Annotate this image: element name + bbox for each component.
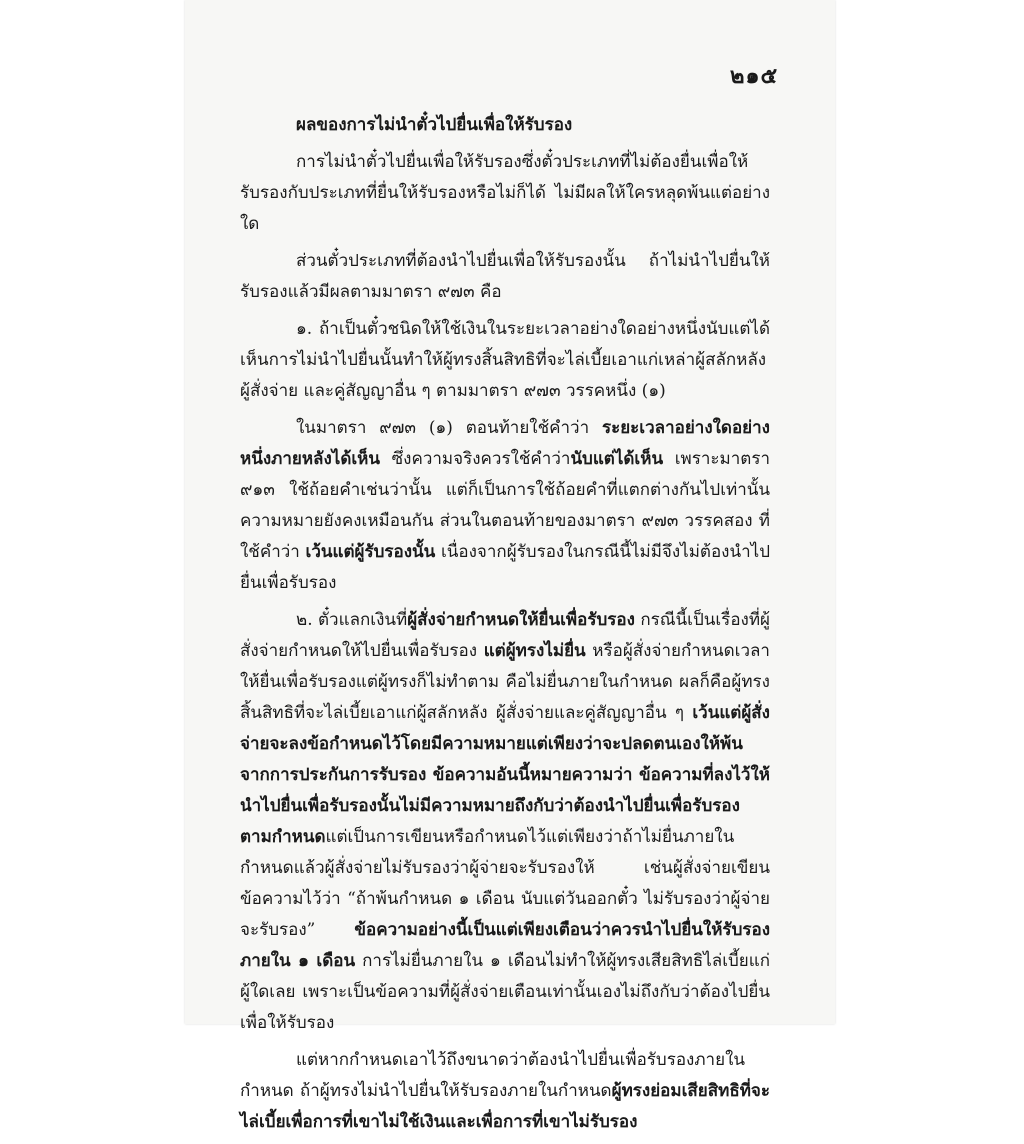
page-number: ๒๑๕ <box>730 63 779 89</box>
p4-bold-b: ระยะเวลาอย่างใดอย่างหนึ่งภายหลังได้เห็น <box>240 418 770 469</box>
p5-text-i: การไม่ยื่นภายใน ๑ เดือนไม่ทำให้ผู้ทรงเสียสิทธิไล่เบี้ยแก่ผู้ใดเลย เพราะเป็นข้อความที่ผู้สั่งจ่ายเตือนเท่านั้นเองไม่ถึงกับว่าต้องไปยื่นเพื่อให้รับรอง <box>240 951 771 1033</box>
paragraph-1: การไม่นำตั๋วไปยื่นเพื่อให้รับรองซึ่งตั๋วประเภทที่ไม่ต้องยื่นเพื่อให้รับรองกับประเภทที่ยื่นให้รับรองหรือไม่ก็ได้ ไม่มีผลให้ใครหลุดพ้นแต่อย่างใด <box>240 152 770 234</box>
p5-text-e: หรือผู้สั่งจ่ายกำหนดเวลาให้ยื่นเพื่อรับรองแต่ผู้ทรงก็ไม่ทำตาม คือไม่ยื่นภายในกำหนด ผลก็คือผู้ทรงสิ้นสิทธิที่จะไล่เบี้ยเอาแก่ผู้สลักหลัง ผู้สั่งจ่ายและคู่สัญญาอื่น ๆ <box>240 641 770 723</box>
p4-text-c: ซึ่งความจริงควรใช้คำว่า <box>380 449 571 469</box>
p5-bold-b: ผู้สั่งจ่ายกำหนดให้ยื่นเพื่อรับรอง <box>407 610 635 630</box>
p4-text-e: เพราะมาตรา ๙๑๓ ใช้ถ้อยคำเช่นว่านั้น แต่ก็เป็นการใช้ถ้อยคำที่แตกต่างกันไปเท่านั้น ความหมายยังคงเหมือนกัน ส่วนในตอนท้ายของมาตรา ๙๗๓ วรรคสอง ที่ใช้คำว่า <box>240 449 771 562</box>
paragraph-3: ๑. ถ้าเป็นตั๋วชนิดให้ใช้เงินในระยะเวลาอย่างใดอย่างหนึ่งนับแต่ได้เห็นการไม่นำไปยื่นนั้นทำให้ผู้ทรงสิ้นสิทธิที่จะไล่เบี้ยเอาแก่เหล่าผู้สลักหลัง ผู้สั่งจ่าย และคู่สัญญาอื่น ๆ ตามมาตรา ๙๗๓ วรรคหนึ่ง (๑) <box>240 319 770 401</box>
p5-bold-h: ข้อความอย่างนี้เป็นแต่เพียงเตือนว่าควรนำไปยื่นให้รับรองภายใน ๑ เดือน <box>240 920 770 971</box>
p4-text-a: ในมาตรา ๙๗๓ (๑) ตอนท้ายใช้คำว่า <box>296 418 602 438</box>
section-heading: ผลของการไม่นำตั๋วไปยื่นเพื่อให้รับรอง <box>296 115 573 135</box>
p5-text-g: แต่เป็นการเขียนหรือกำหนดไว้แต่เพียงว่าถ้าไม่ยื่นภายในกำหนดแล้วผู้สั่งจ่ายไม่รับรองว่าผู้จ่ายจะรับรองให้ เช่นผู้สั่งจ่ายเขียนข้อความไว้ว่า “ถ้าพ้นกำหนด ๑ เดือน นับแต่วันออกตั๋ว ไม่รับรองว่าผู้จ่ายจะรับรอง” <box>240 827 770 940</box>
p5-bold-d: แต่ผู้ทรงไม่ยื่น <box>483 641 586 661</box>
p4-bold-d: นับแต่ได้เห็น <box>570 449 664 469</box>
p4-bold-f: เว้นแต่ผู้รับรองนั้น <box>305 542 436 562</box>
p5-text-c: กรณีนี้เป็นเรื่องที่ผู้สั่งจ่ายกำหนดให้ไปยื่นเพื่อรับรอง <box>240 610 770 661</box>
page-content <box>240 110 770 1144</box>
paragraph-6 <box>240 1045 770 1138</box>
p6-bold-b: ผู้ทรงย่อมเสียสิทธิที่จะไล่เบี้ยเพื่อการที่เขาไม่ใช้เงินและเพื่อการที่เขาไม่รับรอง <box>240 1081 770 1132</box>
p6-text-a: แต่หากกำหนดเอาไว้ถึงขนาดว่าต้องนำไปยื่นเพื่อรับรองภายในกำหนด ถ้าผู้ทรงไม่นำไปยื่นให้รับรองภายในกำหนด <box>240 1050 745 1101</box>
paragraph-5 <box>240 605 770 1039</box>
p5-bold-f: เว้นแต่ผู้สั่งจ่ายจะลงข้อกำหนดไว้โดยมีความหมายแต่เพียงว่าจะปลดตนเองให้พ้นจากการประกันการรับรอง ข้อความอันนี้หมายความว่า ข้อความที่ลงไว้ให้นำไปยื่นเพื่อรับรองนั้นไม่มีความหมายถึงกับว่าต้องนำไปยื่นเพื่อรับรองตามกำหนด <box>240 703 770 847</box>
paragraph-2: ส่วนตั๋วประเภทที่ต้องนำไปยื่นเพื่อให้รับรองนั้น ถ้าไม่นำไปยื่นให้รับรองแล้วมีผลตามมาตรา ๙๗๓ คือ <box>240 251 770 302</box>
paragraph-4 <box>240 413 770 599</box>
p5-text-a: ๒. ตั๋วแลกเงินที่ <box>296 610 408 630</box>
p4-text-g: เนื่องจากผู้รับรองในกรณีนี้ไม่มีจึงไม่ต้องนำไปยื่นเพื่อรับรอง <box>240 542 770 593</box>
